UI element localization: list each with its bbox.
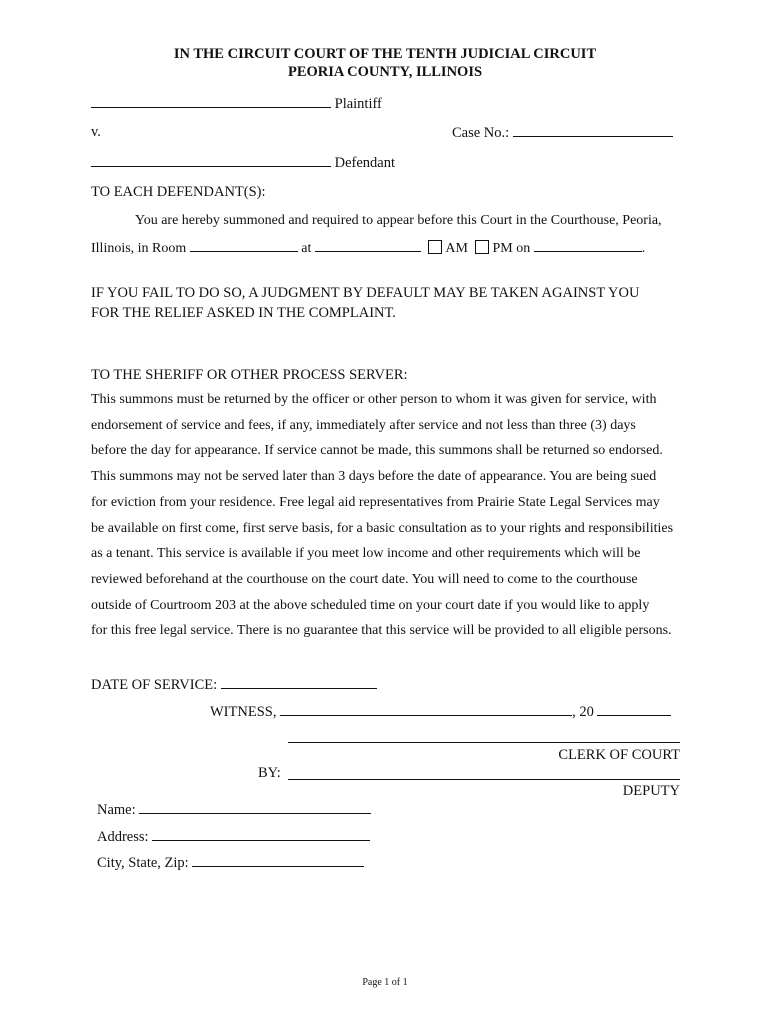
witness-field[interactable]: [280, 703, 572, 716]
date-of-service-field[interactable]: [221, 676, 377, 689]
date-of-service-row: [91, 676, 377, 694]
time-field[interactable]: [315, 239, 421, 252]
page-number: Page 1 of 1: [362, 977, 408, 988]
am-label: AM: [445, 241, 468, 256]
default-warning-line-1: IF YOU FAIL TO DO SO, A JUDGMENT BY DEFAULT MAY BE TAKEN AGAINST YOU: [91, 285, 640, 301]
case-no-row: [452, 124, 673, 142]
clerk-signature-line[interactable]: [288, 742, 680, 743]
sheriff-text-line: be available on first come, first serve basis, for a basic consultation as to your rights and responsibilities: [91, 520, 674, 536]
sheriff-text-line: endorsement of service and fees, if any, immediately after service and not less than three (3) days: [91, 417, 636, 433]
address-row: [97, 828, 370, 846]
city-state-zip-label: City, State, Zip:: [97, 855, 189, 871]
sheriff-text-line: This summons may not be served later than 3 days before the date of appearance. You are being sued: [91, 469, 657, 485]
address-label: Address:: [97, 829, 149, 845]
am-checkbox[interactable]: [428, 240, 442, 254]
appear-end: .: [641, 241, 646, 256]
sheriff-text-line: This summons must be returned by the officer or other person to whom it was given for service, with: [91, 392, 657, 407]
appearance-date-field[interactable]: [534, 239, 642, 252]
appear-line-2: [91, 239, 645, 257]
sheriff-paragraph: [91, 387, 680, 644]
sheriff-heading: TO THE SHERIFF OR OTHER PROCESS SERVER:: [91, 367, 408, 383]
room-label: Illinois, in Room: [91, 241, 187, 256]
address-field[interactable]: [152, 828, 370, 841]
plaintiff-label: Plaintiff: [334, 96, 382, 112]
date-of-service-label: DATE OF SERVICE:: [91, 677, 218, 693]
sheriff-text-line: for eviction from your residence. Free legal aid representatives from Prairie State Legal Services may: [91, 494, 660, 510]
defendant-field[interactable]: [91, 154, 331, 167]
by-label: BY:: [258, 765, 281, 781]
default-warning-line-2: FOR THE RELIEF ASKED IN THE COMPLAINT.: [91, 305, 396, 321]
year-prefix: , 20: [572, 704, 594, 720]
pm-on-label: PM on: [492, 241, 531, 256]
sheriff-text-line: as a tenant. This service is available if you meet low income and other requirements which will be: [91, 546, 641, 562]
plaintiff-row: [91, 95, 382, 113]
city-state-zip-field[interactable]: [192, 854, 364, 867]
name-label: Name:: [97, 802, 136, 818]
deputy-signature-line[interactable]: [288, 779, 680, 780]
defendant-row: [91, 154, 395, 172]
clerk-label: CLERK OF COURT: [558, 747, 680, 763]
deputy-label: DEPUTY: [622, 783, 680, 799]
sheriff-text-line: outside of Courtroom 203 at the above scheduled time on your court date if you would like to apply: [91, 597, 650, 613]
appear-line-1: You are hereby summoned and required to appear before this Court in the Courthouse, Peoria,: [135, 213, 662, 228]
court-title: IN THE CIRCUIT COURT OF THE TENTH JUDICIAL CIRCUIT: [173, 46, 597, 62]
room-field[interactable]: [190, 239, 298, 252]
county-title: PEORIA COUNTY, ILLINOIS: [287, 64, 483, 80]
sheriff-text-line: reviewed beforehand at the courthouse on the court date. You will need to come to the courthouse: [91, 571, 638, 587]
city-state-zip-row: [97, 854, 364, 872]
defendant-label: Defendant: [334, 155, 396, 171]
at-label: at: [301, 241, 312, 256]
witness-row: [210, 703, 671, 721]
year-field[interactable]: [597, 703, 671, 716]
versus-label: v.: [91, 124, 101, 140]
pm-checkbox[interactable]: [475, 240, 489, 254]
case-no-label: Case No.:: [452, 125, 510, 141]
name-field[interactable]: [139, 801, 371, 814]
case-no-field[interactable]: [513, 124, 673, 137]
name-row: [97, 801, 371, 819]
sheriff-text-line: before the day for appearance. If service cannot be made, this summons shall be returned so endorsed.: [91, 443, 663, 459]
sheriff-text-line: for this free legal service. There is no guarantee that this service will be provided to all eligible persons.: [91, 623, 672, 639]
to-defendants-heading: TO EACH DEFENDANT(S):: [91, 184, 266, 200]
plaintiff-field[interactable]: [91, 95, 331, 108]
witness-label: WITNESS,: [210, 704, 277, 720]
